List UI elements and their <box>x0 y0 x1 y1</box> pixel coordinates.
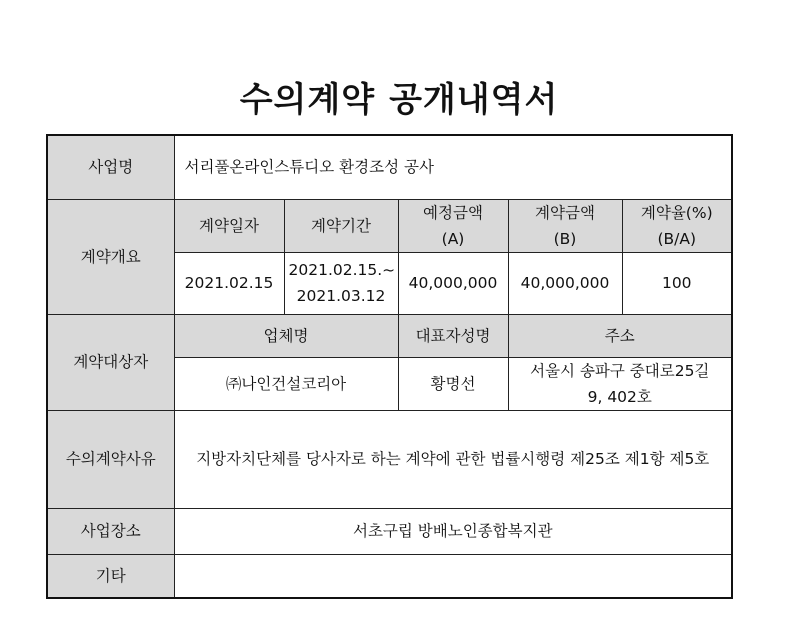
header-company-name: 업체명 <box>174 314 398 357</box>
header-address: 주소 <box>508 314 732 357</box>
row-project-name <box>47 135 732 199</box>
address-line-1: 서울시 송파구 중대로25길 <box>530 361 710 380</box>
location-value: 서초구립 방배노인종합복지관 <box>174 508 732 554</box>
company-name-value: ㈜나인건설코리아 <box>174 357 398 410</box>
page-title <box>0 72 798 121</box>
header-contract-date: 계약일자 <box>174 199 284 252</box>
header-representative: 대표자성명 <box>398 314 508 357</box>
header-estimated-unit: (A) <box>441 229 465 248</box>
contract-period-start: 2021.02.15.~ <box>288 261 396 279</box>
location-label: 사업장소 <box>47 508 174 554</box>
reason-value: 지방자치단체를 당사자로 하는 계약에 관한 법률시행령 제25조 제1항 제5호 <box>174 410 732 508</box>
contract-period-end: 2021.03.12 <box>296 287 386 305</box>
address-line-2: 9, 402호 <box>587 387 652 406</box>
header-estimated-amount <box>398 199 508 252</box>
row-location <box>47 508 732 554</box>
contract-amount-value: 40,000,000 <box>508 252 622 314</box>
contract-overview-label: 계약개요 <box>47 199 174 314</box>
contractor-label: 계약대상자 <box>47 314 174 410</box>
header-contract-period: 계약기간 <box>284 199 398 252</box>
header-contract-rate <box>622 199 732 252</box>
header-rate-label: 계약율(%) <box>640 203 713 222</box>
project-name-value: 서리풀온라인스튜디오 환경조성 공사 <box>174 135 732 199</box>
contract-period-value <box>284 252 398 314</box>
representative-value: 황명선 <box>398 357 508 410</box>
contract-disclosure-table <box>46 134 733 599</box>
header-amount-label: 계약금액 <box>535 203 595 222</box>
row-etc <box>47 554 732 598</box>
contract-rate-value: 100 <box>622 252 732 314</box>
row-overview-headers <box>47 199 732 252</box>
project-name-label: 사업명 <box>47 135 174 199</box>
header-estimated-label: 예정금액 <box>423 203 483 222</box>
row-reason <box>47 410 732 508</box>
address-value <box>508 357 732 410</box>
header-amount-unit: (B) <box>553 229 577 248</box>
header-contract-amount <box>508 199 622 252</box>
etc-value <box>174 554 732 598</box>
title-part-1: 수의계약 <box>239 80 376 120</box>
estimated-amount-value: 40,000,000 <box>398 252 508 314</box>
title-part-2: 공개내역서 <box>389 80 559 120</box>
header-rate-unit: (B/A) <box>657 229 697 248</box>
etc-label: 기타 <box>47 554 174 598</box>
contract-date-value: 2021.02.15 <box>174 252 284 314</box>
reason-label: 수의계약사유 <box>47 410 174 508</box>
row-contractor-headers <box>47 314 732 357</box>
